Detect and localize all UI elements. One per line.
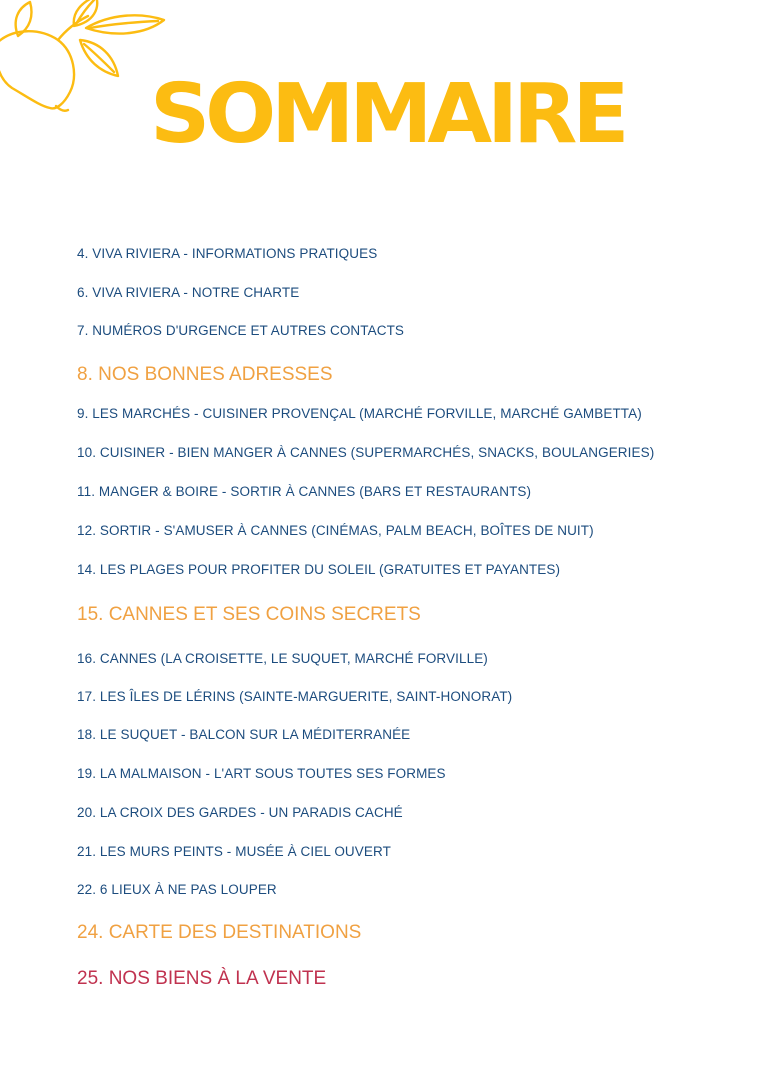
toc-section-heading[interactable]: 24. CARTE DES DESTINATIONS [77,922,362,943]
toc-item[interactable]: 4. VIVA RIVIERA - INFORMATIONS PRATIQUES [77,246,378,261]
toc-item[interactable]: 6. VIVA RIVIERA - NOTRE CHARTE [77,285,300,300]
toc-item[interactable]: 20. LA CROIX DES GARDES - UN PARADIS CACHÉ [77,805,403,820]
lemon-branch-icon [0,0,175,120]
toc-item[interactable]: 7. NUMÉROS D'URGENCE ET AUTRES CONTACTS [77,323,405,338]
page-title: SOMMAIRE [150,67,625,162]
toc-item[interactable]: 18. LE SUQUET - BALCON SUR LA MÉDITERRANÉE [77,727,411,742]
toc-section-heading[interactable]: 15. CANNES ET SES COINS SECRETS [77,604,421,625]
toc-item[interactable]: 12. SORTIR - S'AMUSER À CANNES (CINÉMAS, PALM BEACH, BOÎTES DE NUIT) [77,523,594,538]
toc-item[interactable]: 21. LES MURS PEINTS - MUSÉE À CIEL OUVERT [77,844,391,859]
toc-item[interactable]: 11. MANGER & BOIRE - SORTIR À CANNES (BARS ET RESTAURANTS) [77,484,532,499]
toc-item[interactable]: 19. LA MALMAISON - L'ART SOUS TOUTES SES FORMES [77,766,446,781]
toc-item[interactable]: 16. CANNES (LA CROISETTE, LE SUQUET, MARCHÉ FORVILLE) [77,651,488,666]
toc-item[interactable]: 14. LES PLAGES POUR PROFITER DU SOLEIL (GRATUITES ET PAYANTES) [77,562,561,577]
toc-item[interactable]: 9. LES MARCHÉS - CUISINER PROVENÇAL (MARCHÉ FORVILLE, MARCHÉ GAMBETTA) [77,406,642,421]
toc-item[interactable]: 10. CUISINER - BIEN MANGER À CANNES (SUPERMARCHÉS, SNACKS, BOULANGERIES) [77,445,655,460]
toc-item[interactable]: 17. LES ÎLES DE LÉRINS (SAINTE-MARGUERITE, SAINT-HONORAT) [77,689,513,704]
toc-section-heading-highlight[interactable]: 25. NOS BIENS À LA VENTE [77,968,327,989]
toc-item[interactable]: 22. 6 LIEUX À NE PAS LOUPER [77,882,277,897]
toc-section-heading[interactable]: 8. NOS BONNES ADRESSES [77,364,333,385]
